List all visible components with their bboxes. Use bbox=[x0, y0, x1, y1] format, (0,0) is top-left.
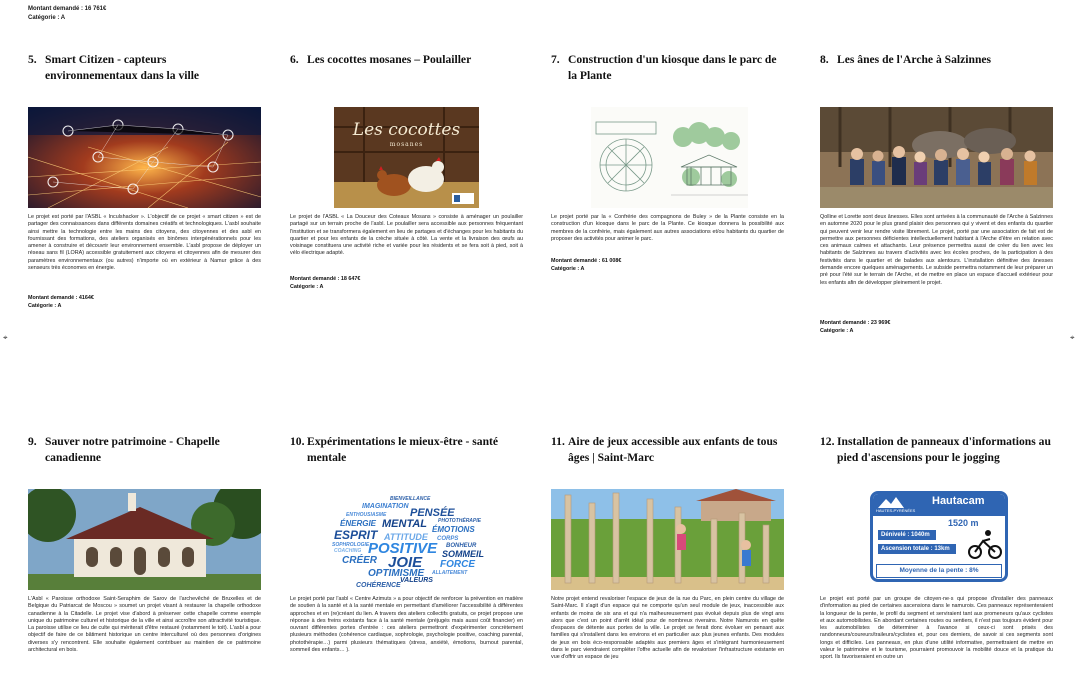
project-title bbox=[28, 52, 261, 84]
project-card-9 bbox=[28, 434, 261, 675]
project-description: Le projet est porté par un groupe de citoyen·ne·s qui propose d'installer des panneaux d'information au pied de certaines ascensions dans le namurois. Ces panneaux représenteraient la longueur de la pente, le profil du segment et serviraient tant aux promeneurs qu'aux cyclistes et aux automobilistes. En abordant certaines routes ou sentiers, il n'est pas toujours évident pour les automobilistes de déterminer à l'avance si ceux-ci sont prisés des randonneurs/coureurs/traileurs/cyclistes et, pour ces derniers, de savoir si ces segments sont longs et difficiles. Les panneaux, en plus d'une utilité informative, permettraient de mettre en valeur le patrimoine et le tourisme, pourraient promouvoir la mobilité douce et la pratique du sport. Ils favoriseraient en outre un bbox=[820, 596, 1053, 661]
project-title bbox=[820, 52, 1053, 68]
project-amount: Montant demandé : 4164€ bbox=[28, 295, 94, 301]
project-description: Le projet est porté par l'ASBL « Inculshacker ». L'objectif de ce projet « smart citizen » est de partager des connaissances dans différents domaines créatifs et technologiques. L'asbl souhaite ainsi mettre la technologie entre les mains des citoyens, des citoyennes et des asbl en fournissant des formations, des ateliers organisés en binômes intergénérationnels pour les amener à construire et découvrir leur environnement ensemble. L'asbl propose de déployer un réseau sans fil (LORA) accessible gratuitement aux citoyens et citoyennes afin de mesurer des paramètres environnementaux (ou autres) n'importe où en extérieur à Namur grâce à des senseurs très économes en énergie. bbox=[28, 214, 261, 272]
word: ESPRIT bbox=[334, 528, 378, 542]
project-title-text: Les cocottes mosanes – Poulailler bbox=[307, 53, 472, 66]
project-photo bbox=[28, 107, 261, 208]
project-card-11 bbox=[551, 434, 784, 675]
project-meta bbox=[551, 258, 621, 273]
project-title bbox=[820, 434, 1053, 466]
registration-mark-right: ⌖ bbox=[1070, 333, 1075, 342]
project-title bbox=[28, 434, 261, 466]
project-category: Catégorie : A bbox=[820, 327, 854, 334]
project-description: Le projet porté par la « Confrérie des compagnons de Buley » de la Plante consiste en la construction d'un kiosque dans le parc de la Plante. Ce kiosque donnera la possibilité aux membres de la confrérie, mais également aux autres associations et/ou habitants du quartier de proposer des activités pour animer le parc. bbox=[551, 214, 784, 242]
project-amount: Montant demandé : 23 969€ bbox=[820, 320, 891, 326]
word: SOMMEIL bbox=[442, 549, 484, 559]
project-amount: Montant demandé : 61 008€ bbox=[551, 258, 622, 264]
word: OPTIMISME bbox=[368, 568, 425, 579]
project-category: Catégorie : A bbox=[28, 302, 62, 309]
sign-line-2: Ascension totale : 13km bbox=[878, 544, 956, 554]
word: ATTITUDE bbox=[384, 532, 428, 542]
project-title-text: Sauver notre patrimoine - Chapelle canadienne bbox=[45, 435, 220, 464]
project-meta bbox=[290, 276, 360, 291]
sign-brand: HAUTES-PYRÉNÉES bbox=[876, 508, 916, 513]
carryover-category: Catégorie : A bbox=[28, 15, 66, 21]
project-number: 9. bbox=[28, 435, 37, 448]
word: SOPHROLOGIE bbox=[332, 542, 370, 548]
image-title: Les cocottes bbox=[352, 120, 461, 140]
project-drawing bbox=[591, 107, 748, 208]
word: IMAGINATION bbox=[362, 503, 409, 510]
project-number: 12. bbox=[820, 435, 835, 448]
project-photo bbox=[820, 107, 1053, 208]
project-photo bbox=[28, 489, 261, 590]
word: JOIE bbox=[388, 554, 423, 571]
project-number: 7. bbox=[551, 53, 560, 66]
word: COACHING bbox=[334, 548, 362, 554]
project-title-text: Construction d'un kiosque dans le parc de la Plante bbox=[568, 53, 777, 82]
word: CRÉER bbox=[342, 555, 378, 566]
mountain-logo bbox=[878, 496, 904, 508]
word: BIENVEILLANCE bbox=[390, 496, 431, 502]
project-number: 10. bbox=[290, 435, 305, 448]
word: FORCE bbox=[440, 559, 475, 570]
project-card-5 bbox=[28, 52, 261, 322]
project-title bbox=[551, 52, 784, 84]
project-card-10 bbox=[290, 434, 523, 675]
project-meta bbox=[28, 295, 94, 310]
word: VALEURS bbox=[400, 577, 433, 584]
sign-line-1: Dénivelé : 1040m bbox=[878, 530, 936, 540]
project-photo bbox=[334, 107, 479, 208]
carryover-info bbox=[28, 5, 106, 23]
project-description: Le projet porté par l'asbl « Centre Azimuts » a pour objectif de renforcer la prévention en matière de soutien à la santé et à la santé mentale en permettant d'améliorer l'accessibilité à différentes approches et en (re)créant du lien. A travers des ateliers collectifs gratuits, ce projet propose une réponse à des freins existants face à la santé mentale (préjugés mais aussi coût financier) en ouvrant différentes portes d'entrée : ces ateliers permettront d'expérimenter concrètement plusieurs méthodes (cohérence cardiaque, sophrologie, psychologie positive, coaching parental, photothérapie…) parmi plusieurs thématiques (stress, anxiété, émotions, burnout parental, sommeil des enfants… ). bbox=[290, 596, 523, 654]
sign-altitude: 1520 m bbox=[948, 518, 979, 528]
image-subtitle: mosanes bbox=[389, 141, 424, 148]
word: ENTHOUSIASME bbox=[346, 512, 387, 518]
word: MENTAL bbox=[382, 518, 428, 530]
project-category: Catégorie : A bbox=[290, 283, 324, 290]
word: PHOTOTHÉRAPIE bbox=[438, 518, 481, 524]
project-number: 8. bbox=[820, 53, 829, 66]
project-title-text: Les ânes de l'Arche à Salzinnes bbox=[837, 53, 992, 66]
project-card-7 bbox=[551, 52, 784, 322]
project-description: Qolline et Lorette sont deux ânesses. Elles sont arrivées à la communauté de l'Arche à Salzinnes en automne 2020 pour le plus grand plaisir des personnes qui y vivent et des enfants du quartier qui peuvent venir leur rendre visite librement. Le projet, porté par une association de fait est de permettre aux personnes déficientes intellectuellement habitant à l'Arche d'être en relation avec ces animaux calmes et attachants. Leur présence permettra aussi de créer du lien avec les habitants de Salzinnes au travers d'activités avec les écoles proches, de la participation à des festivités dans le quartier et de balades aux alentours. L'installation définitive des ânesses demande encore quelques aménagements. Le subside permettra notamment de leur préparer un pré pour l'été sur le terrain de l'Arche, et de mettre en place un espace d'accueil extérieur pour les enfants afin de développer pleinement le projet. bbox=[820, 214, 1053, 286]
word: CORPS bbox=[437, 536, 459, 542]
project-title bbox=[290, 434, 523, 466]
project-description: Notre projet entend revaloriser l'espace de jeux de la rue du Parc, en plein centre du village de Saint-Marc. Il s'agit d'un espace qui ne comporte qu'un seul module de jeux, inaccessible aux enfants de moins de six ans et qui n'a malheureusement pas évolué depuis plus de vingt ans alors que c'est un point d'arrêt idéal pour de nombreux riverains. Notre Namurois en quête d'espaces de détente aux portes de la ville. Le projet se ferait donc évoluer en pensant aux familles qui s'installent dans les environs et en particulier aux plus jeunes enfants. Des modules de jeux en bois éco-responsable adaptés aux premiers âges et s'intégrant harmonieusement dans le parc viendraient compléter l'offre actuelle afin de revaloriser l'infrastructure existante en vue d'offrir un espace de jeu bbox=[551, 596, 784, 661]
project-title-text: Installation de panneaux d'informations au pied d'ascensions pour le jogging bbox=[837, 435, 1051, 464]
project-title-text: Smart Citizen - capteurs environnementaux dans la ville bbox=[45, 53, 200, 82]
project-card-6 bbox=[290, 52, 523, 322]
project-title bbox=[551, 434, 784, 466]
word: COHÉRENCE bbox=[356, 582, 401, 589]
project-category: Catégorie : A bbox=[551, 265, 585, 272]
word: POSITIVE bbox=[368, 540, 438, 557]
word: PENSÉE bbox=[410, 507, 455, 519]
project-amount: Montant demandé : 18 647€ bbox=[290, 276, 361, 282]
project-description: L'Asbl « Paroisse orthodoxe Saint-Seraphim de Sarov de l'archevêché de Bruxelles et de Belgique du Patriarcat de Moscou » soumet un projet visant à restaurer la chapelle orthodoxe canadienne à la Citadelle. Le projet vise d'abord à préserver cette chapelle comme exemple unique du patrimoine culturel et historique de la ville et ainsi accroître son attractivité touristique. La paroisse utilise ce lieu de culte qui mériterait d'être restauré (notamment le toit). L'asbl a pour objectif de faire de ce bâtiment historique un centre interculturel où des personnes d'origines diverses s'y rencontrent. Elle souhaite également contribuer au maintien de ce patrimoine architectural en bois. bbox=[28, 596, 261, 654]
route-sign bbox=[868, 489, 1010, 590]
word: ÉNERGIE bbox=[340, 519, 377, 528]
project-description: Le projet de l'ASBL « La Douceur des Coteaux Mosans » consiste à aménager un poulailler partagé sur un terrain proche de l'asbl. Le poulailler sera accessible aux personnes fréquentant l'institution et se transformera également en lieu de partages et d'échanges pour les habitants du quartier et pour les enfants de la crèche située à côté. La vente et la livraison des œufs au voisinage constituera une activité riche et variée pour les résidents et se fera soit à pied, soit à vélo électrique adapté. bbox=[290, 214, 523, 257]
word-cloud bbox=[320, 489, 493, 590]
word: BONHEUR bbox=[446, 543, 477, 549]
project-photo bbox=[551, 489, 784, 590]
project-meta bbox=[820, 320, 890, 335]
carryover-amount: Montant demandé : 16 761€ bbox=[28, 6, 107, 12]
sign-name: Hautacam bbox=[932, 495, 985, 507]
registration-mark-left: ⌖ bbox=[3, 333, 8, 342]
word: ALLAITEMENT bbox=[432, 570, 468, 576]
project-number: 5. bbox=[28, 53, 37, 66]
project-title bbox=[290, 52, 523, 68]
word: ÉMOTIONS bbox=[432, 525, 475, 534]
project-number: 6. bbox=[290, 53, 299, 66]
cyclist-icon bbox=[968, 529, 1002, 559]
project-title-text: Expérimentations le mieux-être - santé mentale bbox=[307, 435, 499, 464]
project-card-8 bbox=[820, 52, 1053, 342]
project-card-12 bbox=[820, 434, 1053, 675]
sign-line-3: Moyenne de la pente : 8% bbox=[876, 564, 1002, 578]
project-title-text: Aire de jeux accessible aux enfants de tous âges | Saint-Marc bbox=[568, 435, 778, 464]
project-number: 11. bbox=[551, 435, 565, 448]
